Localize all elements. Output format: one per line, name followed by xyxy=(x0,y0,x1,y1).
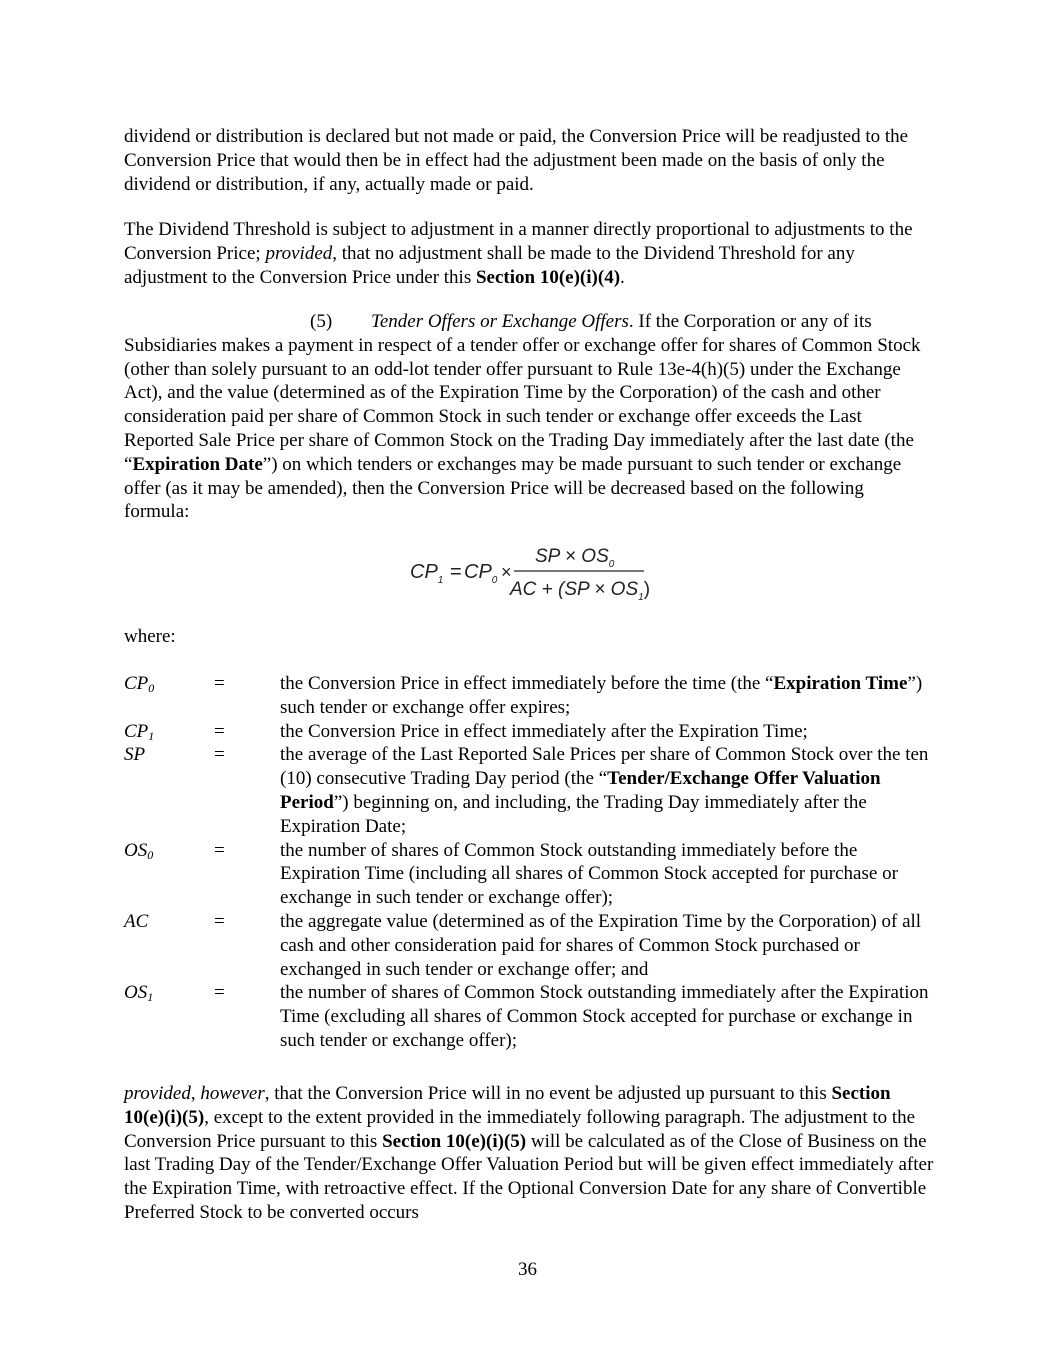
section-reference: Section 10(e)(i)(4) xyxy=(475,266,621,288)
definition-text: the number of shares of Common Stock outstanding immediately before the Expiration Time (including all shares of Common Stock accepted for purchase or exchange in such tender or exchange offer); xyxy=(280,839,898,909)
text-run: The Dividend Threshold is subject to adjustment in a manner directly proportional to adjustments to the Conversion Price; xyxy=(124,219,913,264)
definitions-list xyxy=(124,672,934,1053)
clause-heading: Tender Offers or Exchange Offers xyxy=(371,311,629,332)
definition-symbol: AC xyxy=(124,910,149,932)
definition-text: the number of shares of Common Stock outstanding immediately after the Expiration Time (excluding all shares of Common Stock accepted for purchase or exchange in such tender or exchange offer); xyxy=(280,982,929,1051)
definition-symbol: $CP_1$ xyxy=(124,720,155,743)
definition-equals: = xyxy=(214,673,225,694)
defined-term: Tender/Exchange Offer Valuation Period xyxy=(280,768,881,813)
text-run: will be calculated as of the Close of Business on the last Trading Day of the Tender/Exchange Offer Valuation Period but will be given effect immediately after the Expiration Time, with retroactive effect. If the Optional Conversion Date for any share of Convertible Preferred Stock to be converted occurs xyxy=(124,1130,934,1223)
formula-denominator: AC + $(SP \times OS_1)$ xyxy=(510,579,651,603)
where-label: where: xyxy=(124,626,176,647)
conversion-price-formula xyxy=(400,538,660,608)
definition-equals: = xyxy=(214,910,225,932)
definition-row xyxy=(124,720,934,744)
definition-row xyxy=(124,839,934,910)
definition-text: the Conversion Price in effect immediately before the time (the “Expiration Time”) such tender or exchange offer expires; xyxy=(280,673,923,718)
defined-term: Expiration Time xyxy=(773,673,908,694)
definition-equals: = xyxy=(214,720,225,742)
text-run: , except to the extent provided in the immediately following paragraph. The adjustment to the Conversion Price pursuant to this xyxy=(124,1106,916,1152)
text-run: , that the Conversion Price will in no event be adjusted up pursuant to this xyxy=(264,1083,832,1104)
clause-number: (5) xyxy=(310,311,333,332)
definition-text: the Conversion Price in effect immediately after the Expiration Time; xyxy=(280,720,808,742)
definition-row xyxy=(124,981,934,1052)
page-number: 36 xyxy=(518,1259,537,1280)
however-term: however xyxy=(200,1083,265,1104)
formula-times: × xyxy=(501,562,512,582)
paragraph-tender-offers xyxy=(124,310,934,524)
definition-symbol: $OS_0$ xyxy=(124,839,154,862)
section-reference: Section 10(e)(i)(5) xyxy=(124,1083,891,1128)
formula-equals: = xyxy=(450,561,462,583)
definition-equals: = xyxy=(214,839,225,861)
section-reference: Section 10(e)(i)(5) xyxy=(382,1130,527,1152)
provided-term: provided xyxy=(124,1083,191,1104)
definition-text: the aggregate value (determined as of the Expiration Time by the Corporation) of all cash and other consideration paid for shares of Common Stock purchased or exchanged in such tender or exchange offer; and xyxy=(280,910,922,980)
definition-symbol: $CP_0$ xyxy=(124,673,155,695)
definition-equals: = xyxy=(214,744,225,766)
definition-symbol: $OS_1$ xyxy=(124,982,154,1005)
formula-cp0: $CP_0$ xyxy=(464,561,498,586)
text-run: . If the Corporation or any of its Subsidiaries makes a payment in respect of a tender offer or exchange offer for shares of Common Stock (other than solely pursuant to an odd-lot tender offer pursuant to Rule 13e-4(h)(5) under the Exchange Act), and the value (determined as of the Expiration Time by the Corporation) of the cash and other consideration paid per share of Common Stock in such tender or exchange offer exceeds the Last Reported Sale Price per share of Common Stock on the Trading Day immediately after the last date (the “ xyxy=(124,311,921,475)
paragraph-dividend-readjustment: dividend or distribution is declared but not made or paid, the Conversion Price will be readjusted to the Conversion Price that would then be in effect had the adjustment been made on the basis of only the dividend or distribution, if any, actually made or paid. xyxy=(124,126,909,195)
formula-lhs: $CP_1$ xyxy=(410,561,444,586)
text-run: , that no adjustment shall be made to the Dividend Threshold for any adjustment to the Conversion Price under this xyxy=(124,242,855,288)
text-run: . xyxy=(620,266,625,288)
definition-symbol: SP xyxy=(124,744,146,766)
paragraph-dividend-threshold xyxy=(124,218,934,289)
definition-row xyxy=(124,743,934,838)
definition-row xyxy=(124,672,934,720)
provided-term: provided xyxy=(265,242,333,264)
definition-text: the average of the Last Reported Sale Prices per share of Common Stock over the ten (10) consecutive Trading Day period (the “Tender/Exchange Offer Valuation Period”) beginning on, and including, the Trading Day immediately after the Expiration Date; xyxy=(280,744,929,837)
definition-equals: = xyxy=(214,982,225,1004)
formula-numerator: SP × $OS_0$ xyxy=(535,546,615,570)
text-run: ”) on which tenders or exchanges may be made pursuant to such tender or exchange offer (as it may be amended), then the Conversion Price will be decreased based on the following formula: xyxy=(124,453,902,523)
definition-row xyxy=(124,910,934,981)
defined-term-expiration-date: Expiration Date xyxy=(132,453,263,475)
paragraph-proviso: provided, however, that the Conversion Price will in no event be adjusted up pursuant to this Section 10(e)(i)(5), except to the extent provided in the immediately following paragraph. The adjustment to the Conversion Price pursuant to this Section 10(e)(i)(5) will be calculated as of the Close of Business on the last Trading Day of the Tender/Exchange Offer Valuation Period but will be given effect immediately after the Expiration Time, with retroactive effect. If the Optional Conversion Date for any share of Convertible Preferred Stock to be converted occurs xyxy=(124,1083,934,1223)
